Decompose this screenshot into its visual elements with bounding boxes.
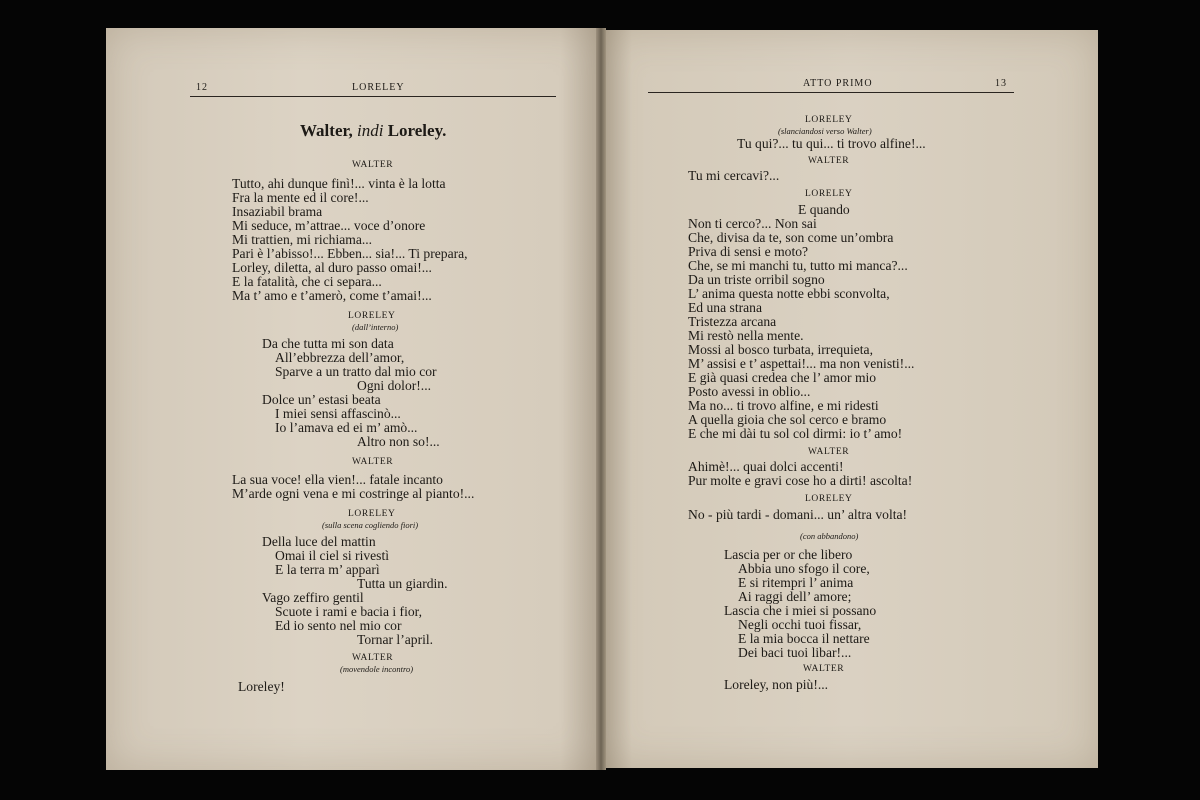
verse-line: E la fatalità, che ci separa... [232,274,382,289]
verse-line: L’ anima questa notte ebbi sconvolta, [688,286,890,301]
book-spine [596,28,606,770]
verse-line: Ed io sento nel mio cor [275,618,402,633]
verse-line: Fra la mente ed il core!... [232,190,369,205]
verse-line: Ed una strana [688,300,762,315]
verse-line: A quella gioia che sol cerco e bramo [688,412,887,427]
speaker-label: LORELEY [348,311,396,321]
verse-line: Dolce un’ estasi beata [262,392,381,407]
verse-line: Tutto, ahi dunque finì!... vinta è la lotta [232,176,446,191]
verse-line: Loreley! [238,679,285,694]
verse-line: Negli occhi tuoi fissar, [738,617,862,632]
speaker-label: WALTER [352,457,394,467]
speaker-label: LORELEY [805,189,853,199]
stage-direction: (sulla scena cogliendo fiori) [322,520,419,530]
verse-line: E la mia bocca il nettare [738,631,870,646]
speaker-label: WALTER [352,160,394,170]
verse-line: E che mi dài tu sol col dirmi: io t’ amo! [688,426,903,441]
stage-direction: (con abbandono) [800,531,859,541]
stage-direction: (movendole incontro) [340,664,414,674]
stage-direction: (dall’interno) [352,322,399,332]
verse-line: Loreley, non più!... [724,677,829,692]
speaker-label: LORELEY [805,494,853,504]
stage-direction: (slanciandosi verso Walter) [778,126,872,136]
verse-line: Sparve a un tratto dal mio cor [275,364,437,379]
left-header-rule [190,96,556,97]
verse-line: Tu mi cercavi?... [688,168,780,183]
verse-line: Tristezza arcana [688,314,777,329]
verse-line: Non ti cerco?... Non sai [688,216,817,231]
verse-line: All’ebbrezza dell’amor, [275,350,405,365]
verse-line: Priva di sensi e moto? [688,244,809,259]
verse-line: Mi restò nella mente. [688,328,804,343]
verse-line: Tutta un giardin. [357,576,448,591]
speaker-label: LORELEY [348,509,396,519]
speaker-label: LORELEY [805,115,853,125]
speaker-label: WALTER [808,447,850,457]
verse-line: I miei sensi affascinò... [275,406,401,421]
right-page-number: 13 [995,78,1007,89]
verse-line: Pur molte e gravi cose ho a dirti! ascolta! [688,473,913,488]
verse-line: Pari è l’abisso!... Ebben... sia!... Ti prepara, [232,246,468,261]
scene-heading-c: Loreley. [387,121,447,140]
verse-line: Scuote i rami e bacia i fior, [275,604,423,619]
right-header-rule [648,92,1014,93]
right-running-head: ATTO PRIMO [803,78,873,89]
verse-line: Io l’amava ed ei m’ amò... [275,420,418,435]
verse-line: E si ritempri l’ anima [738,575,854,590]
scene-heading [300,121,446,141]
verse-line: Dei baci tuoi libar!... [738,645,852,660]
speaker-label: WALTER [352,653,394,663]
verse-line: Che, se mi manchi tu, tutto mi manca?... [688,258,908,273]
verse-line: Ahimè!... quai dolci accenti! [688,459,844,474]
verse-line: Da un triste orribil sogno [688,272,825,287]
verse-line: Ai raggi dell’ amore; [738,589,852,604]
verse-line: Mossi al bosco turbata, irrequieta, [688,342,873,357]
left-running-head: LORELEY [352,82,405,93]
verse-line: Ogni dolor!... [357,378,432,393]
verse-line: Ma t’ amo e t’amerò, come t’amai!... [232,288,432,303]
verse-line: Omai il ciel si rivestì [275,548,390,563]
verse-line: Posto avessi in oblio... [688,384,811,399]
verse-line: No - più tardi - domani... un’ altra volta! [688,507,908,522]
verse-line: M’ assisi e t’ aspettai!... ma non venisti!... [688,356,915,371]
verse-line: Della luce del mattin [262,534,376,549]
verse-line: E già quasi credea che l’ amor mio [688,370,877,385]
verse-line: Tornar l’april. [357,632,434,647]
speaker-label: WALTER [808,156,850,166]
speaker-label: WALTER [803,664,845,674]
verse-line: Mi seduce, m’attrae... voce d’onore [232,218,426,233]
verse-line: Lascia per or che libero [724,547,853,562]
verse-line: Lorley, diletta, al duro passo omai!... [232,260,432,275]
verse-line: Ma no... ti trovo alfine, e mi ridesti [688,398,879,413]
verse-line: Tu qui?... tu qui... ti trovo alfine!... [737,136,926,151]
verse-line: Mi trattien, mi richiama... [232,232,373,247]
left-page-number: 12 [196,82,208,93]
verse-line: Altro non so!... [357,434,440,449]
scene-heading-b: indi [356,121,384,140]
verse-line: Che, divisa da te, son come un’ombra [688,230,894,245]
verse-line: Lascia che i miei si possano [724,603,877,618]
verse-line: Abbia uno sfogo il core, [738,561,870,576]
verse-line: Insaziabil brama [232,204,323,219]
verse-line: La sua voce! ella vien!... fatale incanto [232,472,443,487]
scene-heading-a: Walter, [300,121,353,140]
verse-line: M’arde ogni vena e mi costringe al pianto!... [232,486,475,501]
verse-line: E la terra m’ apparì [275,562,380,577]
verse-line: Vago zeffiro gentil [262,590,364,605]
verse-line: Da che tutta mi son data [262,336,394,351]
verse-line: E quando [798,202,850,217]
